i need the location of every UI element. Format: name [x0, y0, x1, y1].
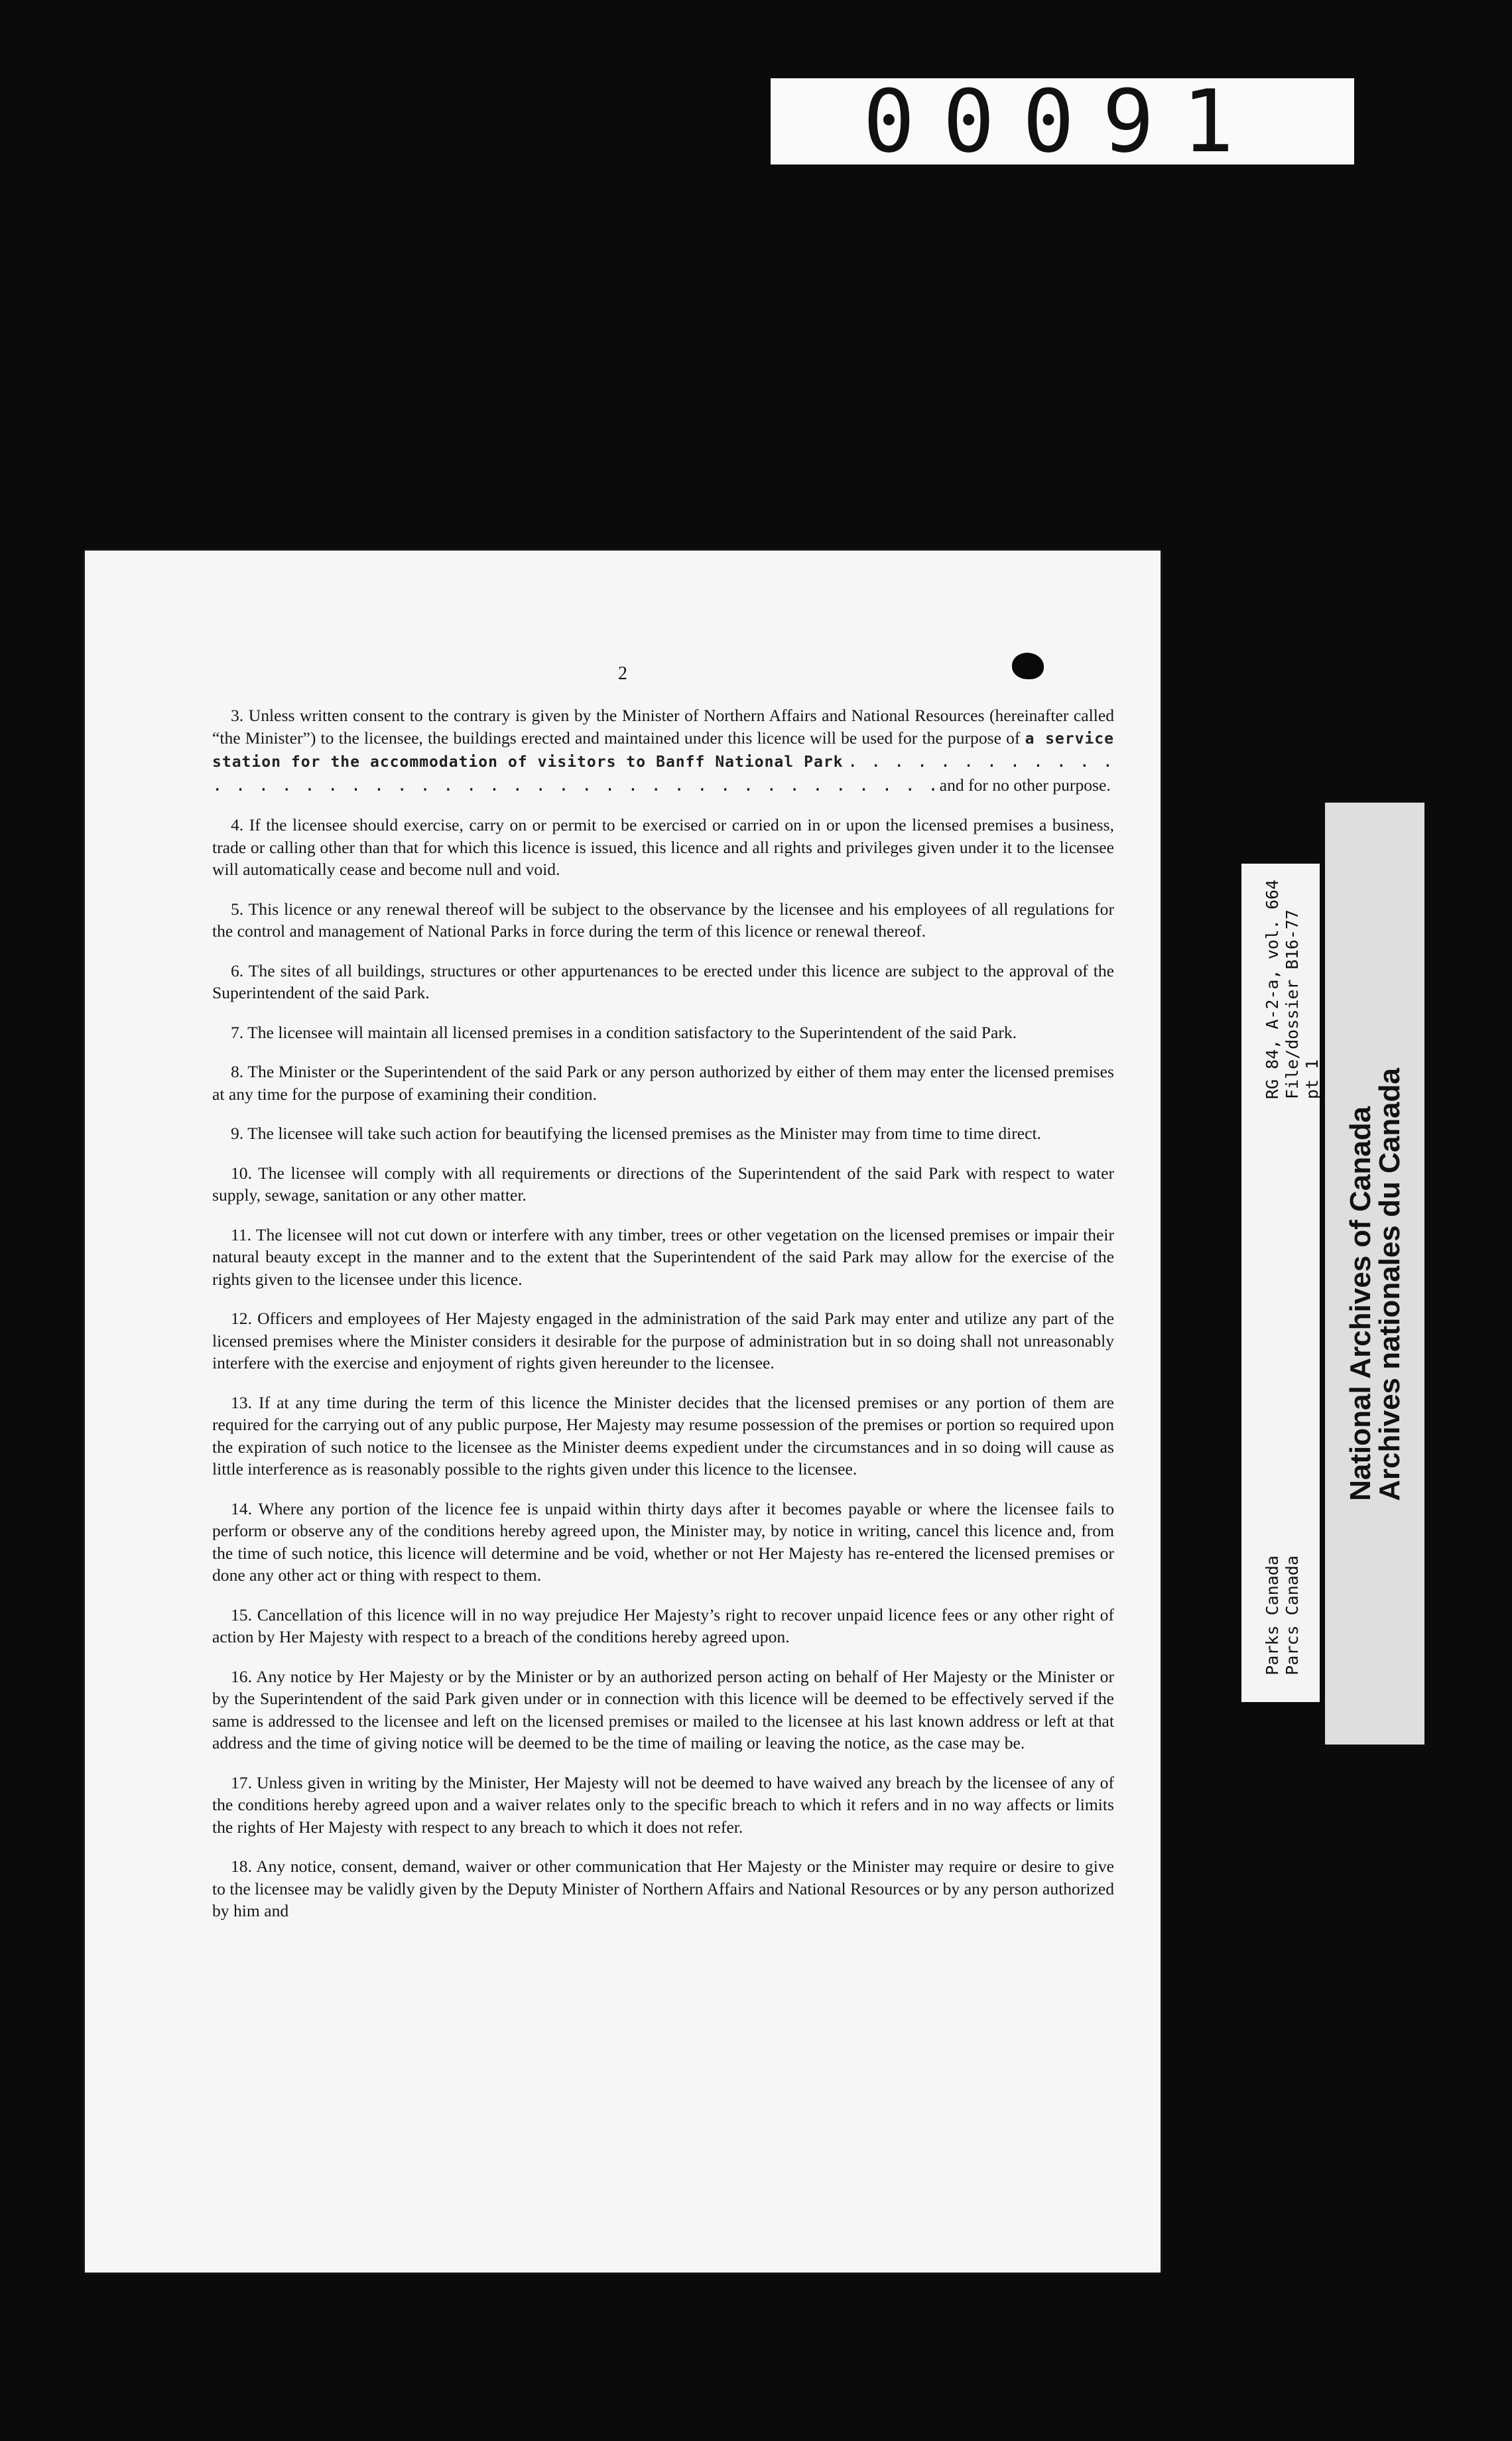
clause-3: [212, 704, 1114, 797]
clause-18: 18. Any notice, consent, demand, waiver or other communication that Her Majesty or the Minister may require or desire to give to the licensee may be validly given by the Deputy Minister of Northern Affairs and National Resources or by any person authorized by him and: [212, 1857, 1114, 1920]
archive-department-text: Parks Canada Parcs Canada: [1263, 1555, 1302, 1676]
clause-3-text: 3. Unless written consent to the contrary is given by the Minister of Northern Affairs and National Resources (hereinafter called “the Minister”) to the licensee, the buildings erected and maintained under this licence will be used for the purpose of: [212, 706, 1114, 748]
page-number: 2: [618, 663, 627, 684]
clause-16: 16. Any notice by Her Majesty or by the Minister or by an authorized person acting on behalf of Her Majesty or the Minister or by the Superintendent of the said Park given under or in connection with this licence will be deemed to be effectively served if the same is addressed to the licensee and left on the licensed premises or mailed to the licensee at his last known address or left at that address and the time of giving notice will be deemed to be the time of mailing or leaving the notice, as the case may be.: [212, 1666, 1114, 1752]
clause-5: 5. This licence or any renewal thereof will be subject to the observance by the licensee and his employees of all regulations for the control and management of National Parks in force during the term of this licence or renewal thereof.: [212, 899, 1114, 941]
clause-11: 11. The licensee will not cut down or interfere with any timber, trees or other vegetation on the licensed premises or impair their natural beauty except in the manner and to the extent that the Superintendent of the said Park may allow for the exercise of the rights given to the licensee under this licence.: [212, 1224, 1114, 1289]
clause-7: 7. The licensee will maintain all licensed premises in a condition satisfactory to the Superintendent of the said Park.: [231, 1022, 1017, 1042]
licence-text: [212, 704, 1114, 1940]
clause-9: 9. The licensee will take such action for beautifying the licensed premises as the Minister may from time to time direct.: [231, 1124, 1041, 1143]
clause-4: 4. If the licensee should exercise, carry on or permit to be exercised or carried on in or upon the licensed premises a business, trade or calling other than that for which this licence is issued, this licence and all rights and privileges given under it to the licensee will automatically cease and become null and void.: [212, 815, 1114, 879]
clause-13: 13. If at any time during the term of this licence the Minister decides that the licensed premises or any portion of them are required for the carrying out of any public purpose, Her Majesty may resume possession of the premises or portion so required upon the expiration of such notice to the licensee as the Minister deems expedient under the circumstances and in so doing will cause as little interference as is reasonably possible to the rights given under this licence to the licensee.: [212, 1392, 1114, 1479]
clause-3-end: and for no other purpose.: [939, 775, 1111, 795]
clause-14: 14. Where any portion of the licence fee is unpaid within thirty days after it becomes payable or where the licensee fails to perform or observe any of the conditions hereby agreed upon, the Minister may, by notice in writing, cancel this licence and, from the time of such notice, this licence will determine and be void, whether or not Her Majesty has re-entered the licensed premises or done any other act or thing with respect to them.: [212, 1498, 1114, 1585]
frame-number-text: 00091: [863, 71, 1262, 172]
clause-10: 10. The licensee will comply with all requirements or directions of the Superintendent of the said Park with respect to water supply, sewage, sanitation or any other matter.: [212, 1163, 1114, 1205]
frame-number-label: [771, 71, 1354, 172]
archive-name-text: National Archives of Canada Archives nationales du Canada: [1344, 1068, 1406, 1501]
clause-8: 8. The Minister or the Superintendent of the said Park or any person authorized by either of them may enter the licensed premises at any time for the purpose of examining their condition.: [212, 1062, 1114, 1104]
clause-15: 15. Cancellation of this licence will in no way prejudice Her Majesty’s right to recover unpaid licence fees or any other right of action by Her Majesty with respect to a breach of the conditions hereby agreed upon.: [212, 1605, 1114, 1646]
archive-reference-label: [1241, 864, 1320, 1702]
document-page: [85, 551, 1161, 2273]
clause-17: 17. Unless given in writing by the Minister, Her Majesty will not be deemed to have waived any breach by the licensee of any of the conditions hereby agreed upon and a waiver relates only to the specific breach to which it refers and in no way affects or limits the rights of Her Majesty with respect to any breach to which it does not refer.: [212, 1772, 1114, 1837]
archive-reference-text: RG 84, A-2-a, vol. 664 File/dossier B16-77 pt 1: [1263, 880, 1322, 1100]
clause-6: 6. The sites of all buildings, structures or other appurtenances to be erected under this licence are subject to the approval of the Superintendent of the said Park.: [212, 960, 1114, 1002]
clause-12: 12. Officers and employees of Her Majesty engaged in the administration of the said Park may enter and utilize any part of the licensed premises where the Minister considers it desirable for the purpose of administration but in so doing shall not unreasonably interfere with the exercise and enjoyment of rights given hereunder to the licensee.: [212, 1309, 1114, 1372]
typed-purpose: a service station for the accommodation of visitors to Banff National Park: [212, 730, 1114, 771]
archive-name-label: [1325, 803, 1424, 1745]
fill-dots: . . . . . . . . . . . . . . . . . . . . . . . . . . . . . . . . . . . . . . . . . . . .: [212, 752, 1115, 795]
